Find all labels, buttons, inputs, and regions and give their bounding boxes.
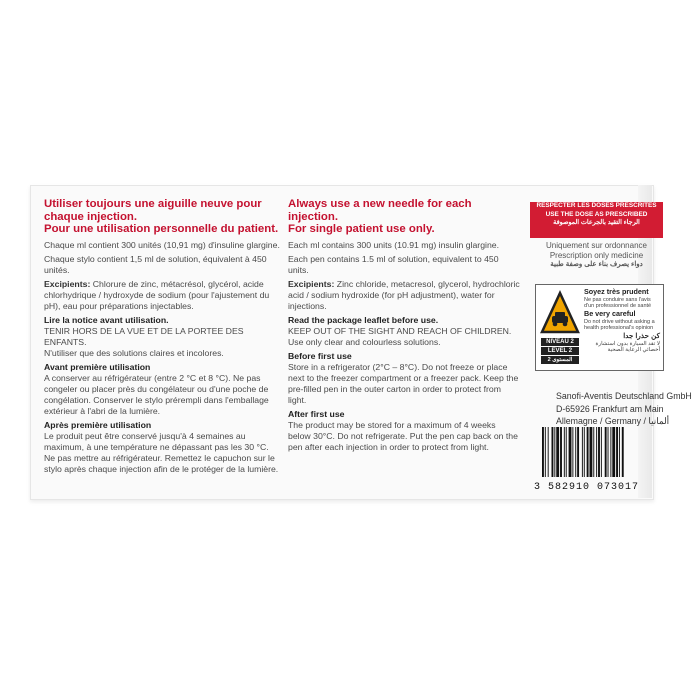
fr-red-heading: Utiliser toujours une aiguille neuve pour chaque injection. Pour une utilisation personnelle du patient. <box>44 198 279 235</box>
en-before-text: Store in a refrigerator (2°C – 8°C). Do not freeze or place next to the freezer compartment or a freezer pack. Keep the pre-filled pen in the outer carton in order to protect from light. <box>288 361 519 405</box>
en-concentration: Each ml contains 300 units (10.91 mg) insulin glargine. <box>288 239 500 250</box>
barcode-bar <box>548 427 549 477</box>
barcode-bar <box>612 427 615 477</box>
fr-notice-heading: Lire la notice avant utilisation. <box>44 314 169 325</box>
barcode-bar <box>554 427 555 477</box>
french-column <box>44 198 282 478</box>
barcode-bar <box>596 427 597 477</box>
en-leaflet-line1: KEEP OUT OF THE SIGHT AND REACH OF CHILDREN. <box>288 325 512 336</box>
barcode-bar <box>566 427 567 477</box>
en-after-heading: After first use <box>288 408 345 419</box>
fr-pen-content: Chaque stylo contient 1,5 ml de solution, équivalent à 450 unités. <box>44 253 267 275</box>
prescription-note: Uniquement sur ordonnance Prescription only medicine دواء يصرف بناء على وصفة طبية <box>546 241 647 268</box>
fr-after-text: Le produit peut être conservé jusqu'à 4 semaines au maximum, à une température ne dépassant pas les 30 °C. Ne pas mettre au réfrigérateur. Remettez le capuchon sur le stylo après chaque injection afin de le protéger de la lumière. <box>44 430 279 474</box>
barcode-bar <box>577 427 579 477</box>
barcode-bar <box>569 427 572 477</box>
barcode-bar <box>582 427 583 477</box>
barcode-bar <box>616 427 618 477</box>
en-leaflet-heading: Read the package leaflet before use. <box>288 314 439 325</box>
barcode-bar <box>556 427 559 477</box>
barcode-bar <box>575 427 576 477</box>
en-pen-content: Each pen contains 1.5 ml of solution, equivalent to 450 units. <box>288 253 499 275</box>
barcode-bar <box>545 427 546 477</box>
level-arabic-label: المستوى 2 <box>541 356 579 364</box>
barcode-bar <box>622 427 624 477</box>
barcode-bar <box>619 427 620 477</box>
en-excipients: Excipients: Zinc chloride, metacresol, glycerol, hydrochloric acid / sodium hydroxide (for pH adjustment), water for injections. <box>288 278 520 311</box>
fr-excipients: Excipients: Chlorure de zinc, métacrésol, glycérol, acide chlorhydrique / hydroxyde de sodium (pour l'ajustement du pH), eau pour préparations injectables. <box>44 278 270 311</box>
barcode-bar <box>605 427 607 477</box>
dose-warning-box: RESPECTER LES DOSES PRESCRITES USE THE DOSE AS PRESCRIBED الرجاء التقيد بالجرعات الموصوفة <box>530 202 663 238</box>
barcode <box>540 427 650 477</box>
barcode-bar <box>542 427 544 477</box>
barcode-bar <box>552 427 554 477</box>
fr-notice-line1: TENIR HORS DE LA VUE ET DE LA PORTEE DES ENFANTS. <box>44 325 244 347</box>
barcode-bar <box>598 427 600 477</box>
niveau-label: NIVEAU 2 <box>541 338 579 346</box>
fr-before-heading: Avant première utilisation <box>44 361 151 372</box>
barcode-bar <box>560 427 562 477</box>
barcode-bar <box>593 427 594 477</box>
english-column <box>288 198 520 456</box>
barcode-bar <box>590 427 593 477</box>
fr-concentration: Chaque ml contient 300 unités (10,91 mg) d'insuline glargine. <box>44 239 280 250</box>
en-red-heading: Always use a new needle for each injection. For single patient use only. <box>288 198 472 235</box>
warning-triangle-icon <box>540 290 580 336</box>
en-leaflet-line2: Use only clear and colourless solutions. <box>288 336 441 347</box>
barcode-number: 3 582910 073017 <box>534 482 640 493</box>
driving-warning-pictogram <box>535 284 664 371</box>
fr-after-heading: Après première utilisation <box>44 419 152 430</box>
barcode-bar <box>572 427 573 477</box>
barcode-bar <box>564 427 565 477</box>
fr-before-text: A conserver au réfrigérateur (entre 2 °C et 8 °C). Ne pas congeler ou placer près du congélateur ou d'une poche de congélation. Conserver le stylo prérempli dans l'emballage extérieur à l'abri de la lumière. <box>44 372 269 416</box>
en-before-heading: Before first use <box>288 350 352 361</box>
warning-texts: Soyez très prudent Ne pas conduire sans l'avis d'un professionnel de santé Be very careful Do not drive without asking a health professional's opinion كن حذرا جدا لا تقد السيارة بدون استشارة أخصائي الرعاية الصحية <box>584 287 660 354</box>
manufacturer-address: Sanofi-Aventis Deutschland GmbH D-65926 Frankfurt am Main Allemagne / Germany / ألمانيا <box>556 391 692 426</box>
barcode-bar <box>608 427 609 477</box>
warning-triangle-block <box>539 288 581 366</box>
en-after-text: The product may be stored for a maximum of 4 weeks below 30°C. Do not refrigerate. Put the pen cap back on the pen after each injection in order to protect from light. <box>288 419 518 452</box>
barcode-bar <box>601 427 602 477</box>
fr-notice-line2: N'utiliser que des solutions claires et incolores. <box>44 347 224 358</box>
barcode-bar <box>584 427 585 477</box>
level-label: LEVEL 2 <box>541 347 579 355</box>
barcode-bar <box>587 427 589 477</box>
barcode-bar <box>610 427 611 477</box>
